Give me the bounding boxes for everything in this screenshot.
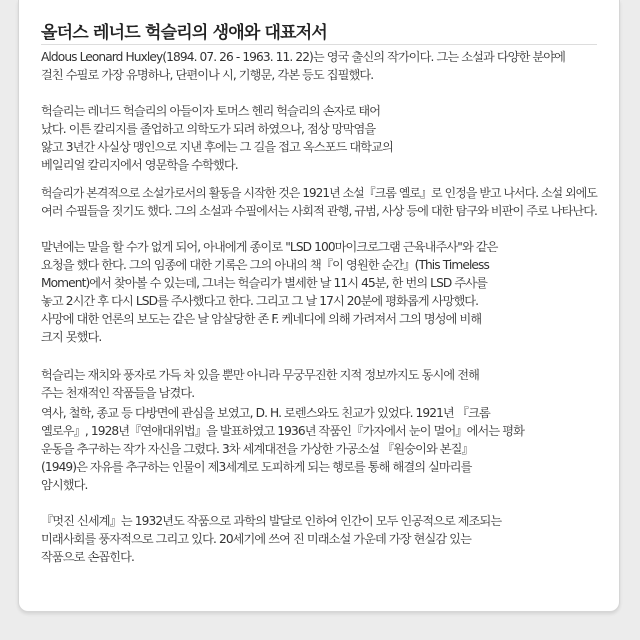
title-divider	[41, 44, 597, 45]
text-line: 역사, 철학, 종교 등 다방면에 관심을 보였고, D. H. 로렌스와도 친교가 있었다. 1921년 『크롬	[41, 406, 490, 420]
text-line: 여러 수필들을 짓기도 했다. 그의 소설과 수필에서는 사회적 관행, 규범, 사상 등에 대한 탐구와 비판이 주로 나타난다.	[41, 204, 597, 218]
paragraph-works	[41, 404, 524, 494]
content-card	[18, 0, 620, 612]
text-line: 암시했다.	[41, 478, 88, 492]
text-line: 헉슬리는 재치와 풍자로 가득 차 있을 뿐만 아니라 무궁무진한 지적 정보까지도 동시에 전해	[41, 368, 479, 382]
paragraph-legacy	[41, 366, 479, 402]
text-line: 말년에는 말을 할 수가 없게 되어, 아내에게 종이로 "LSD 100마이크로그램 근육내주사"와 같은	[41, 240, 498, 254]
text-line: 크지 못했다.	[41, 330, 102, 344]
text-line: 요청을 했다 한다. 그의 임종에 대한 기록은 그의 아내의 책『이 영원한 순간』(This Timeless	[41, 258, 489, 272]
text-line: Moment)에서 찾아볼 수 있는데, 그녀는 헉슬리가 별세한 날 11시 45분, 한 번의 LSD 주사를	[41, 276, 487, 290]
text-line: 베일리얼 칼리지에서 영문학을 수학했다.	[41, 158, 238, 172]
text-line: 작품으로 손꼽힌다.	[41, 550, 134, 564]
paragraph-career	[41, 184, 611, 220]
text-line: 사망에 대한 언론의 보도는 같은 날 암살당한 존 F. 케네디에 의해 가려져서 그의 명성에 비해	[41, 312, 482, 326]
paragraph-intro	[41, 48, 565, 84]
paragraph-early-life	[41, 102, 393, 174]
text-line: 났다. 이튼 칼리지를 졸업하고 의학도가 되려 하였으나, 점상 망막염을	[41, 122, 376, 136]
text-line: 걸친 수필로 가장 유명하나, 단편이나 시, 기행문, 각본 등도 집필했다.	[41, 68, 374, 82]
page-title: 올더스 레너드 헉슬리의 생애와 대표저서	[41, 23, 328, 43]
paragraph-later-years	[41, 238, 498, 346]
text-line: 운동을 추구하는 작가 자신을 그렸다. 3차 세계대전을 가상한 가공소설 『원숭이와 본질』	[41, 442, 473, 456]
text-line: 옐로우』, 1928년『연애대위법』을 발표하였고 1936년 작품인『가자에서 눈이 멀어』에서는 평화	[41, 424, 525, 438]
text-line: 미래사회를 풍자적으로 그리고 있다. 20세기에 쓰여 진 미래소설 가운데 가장 현실감 있는	[41, 532, 471, 546]
paragraph-brave-new-world	[41, 512, 501, 566]
text-line: 주는 천재적인 작품들을 남겼다.	[41, 386, 195, 400]
text-line: 『멋진 신세계』는 1932년도 작품으로 과학의 발달로 인하여 인간이 모두 인공적으로 제조되는	[41, 514, 502, 528]
text-line: 놓고 2시간 후 다시 LSD를 주사했다고 한다. 그리고 그 날 17시 20분에 평화롭게 사망했다.	[41, 294, 479, 308]
text-line: Aldous Leonard Huxley(1894. 07. 26 - 1963. 11. 22)는 영국 출신의 작가이다. 그는 소설과 다양한 분야에	[41, 50, 566, 64]
text-line: 헉슬리가 본격적으로 소설가로서의 활동을 시작한 것은 1921년 소설『크롬 옐로』로 인정을 받고 나서다. 소설 외에도	[41, 186, 597, 200]
text-line: (1949)은 자유를 추구하는 인물이 제3세계로 도피하게 되는 행로를 통해 해결의 실마리를	[41, 460, 472, 474]
text-line: 헉슬리는 레너드 헉슬리의 아들이자 토머스 헨리 헉슬리의 손자로 태어	[41, 104, 381, 118]
text-line: 앓고 3년간 사실상 맹인으로 지낸 후에는 그 길을 접고 옥스포드 대학교의	[41, 140, 393, 154]
